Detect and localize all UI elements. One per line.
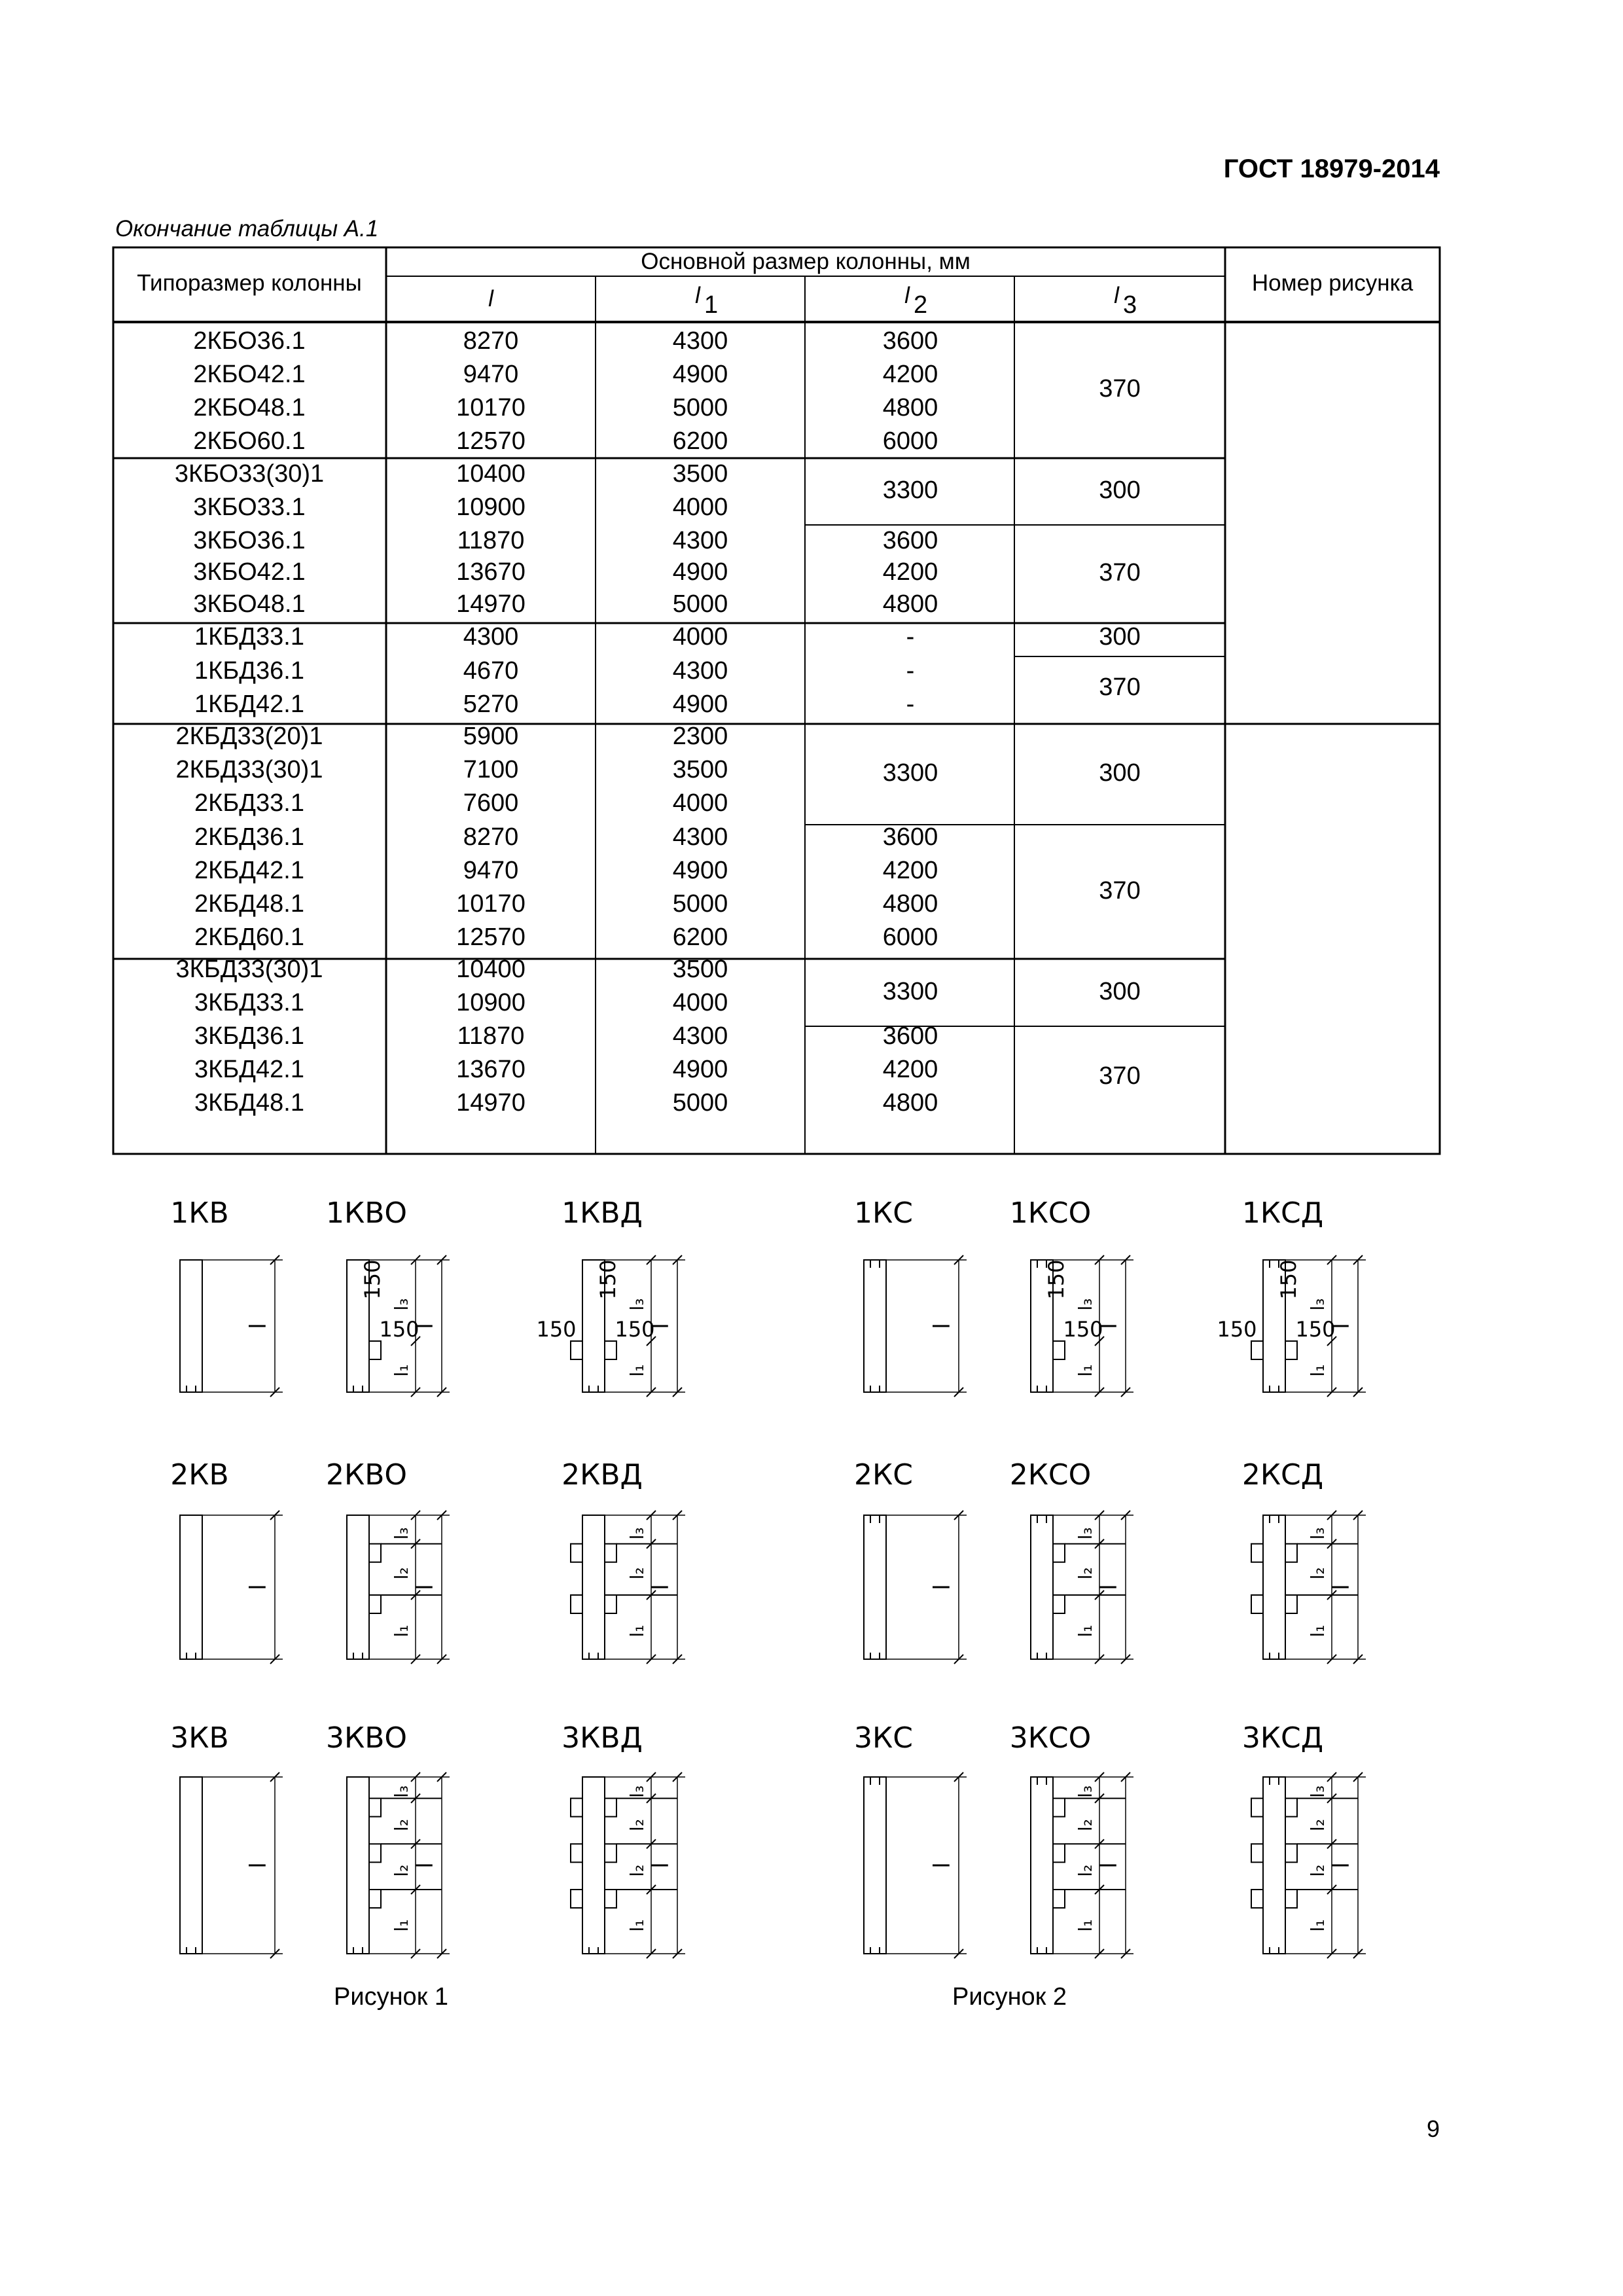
dim-label: l₂ — [626, 1567, 648, 1580]
page-number: 9 — [1426, 2115, 1440, 2142]
figure-label: 2КВ — [170, 1458, 229, 1492]
cell-value: 4200 — [882, 857, 938, 884]
dim-label: l₃ — [1075, 1785, 1096, 1798]
figure-label: 3КСО — [1009, 1721, 1092, 1755]
cell-value: 4900 — [672, 361, 728, 388]
dim-label: l — [1096, 1323, 1122, 1329]
dim-label: l₃ — [626, 1527, 648, 1540]
standard-number: ГОСТ 18979-2014 — [1223, 154, 1440, 183]
dim-label: l₂ — [1075, 1567, 1096, 1580]
cell-value: 3600 — [882, 1022, 938, 1050]
figure-label: 1КСО — [1009, 1196, 1092, 1230]
dim-label: l₁ — [1075, 1919, 1096, 1932]
dim-150: 150 — [1276, 1259, 1301, 1300]
merged-cell: 370 — [1099, 673, 1141, 701]
dim-label: l₁ — [626, 1624, 648, 1638]
dim-label: l₃ — [626, 1298, 648, 1311]
merged-cell: 370 — [1099, 559, 1141, 586]
cell-type: 2КБД36.1 — [194, 823, 304, 851]
cell-value: - — [906, 623, 915, 651]
merged-cell: 300 — [1099, 623, 1141, 651]
cell-value: 4200 — [882, 361, 938, 388]
cell-value: 6000 — [882, 427, 938, 455]
cell-value: 4300 — [672, 1022, 728, 1050]
dim-150: 150 — [1063, 1317, 1103, 1342]
cell-value: 13670 — [456, 1056, 526, 1083]
figure-label: 1КВО — [325, 1196, 408, 1230]
dim-label: l — [245, 1862, 272, 1869]
cell-type: 2КБО36.1 — [193, 327, 306, 355]
cell-value: 4000 — [672, 989, 728, 1016]
dim-150: 150 — [1295, 1317, 1336, 1342]
cell-value: 14970 — [456, 1089, 526, 1117]
cell-value: 13670 — [456, 558, 526, 586]
cell-type: 3КБД42.1 — [194, 1056, 304, 1083]
cell-value: 10400 — [456, 956, 526, 983]
cell-value: 10400 — [456, 460, 526, 488]
cell-value: 4200 — [882, 1056, 938, 1083]
cell-type: 1КБД36.1 — [194, 657, 304, 685]
dim-label: l — [412, 1584, 438, 1590]
figure-label: 2КСО — [1009, 1458, 1092, 1492]
cell-value: 4000 — [672, 623, 728, 651]
figure-label: 2КС — [854, 1458, 913, 1492]
table-caption: Окончание таблицы А.1 — [115, 216, 379, 242]
cell-value: 4300 — [463, 623, 519, 651]
dim-label: l — [1329, 1584, 1355, 1590]
cell-value: 5000 — [672, 394, 728, 422]
dim-label: l₃ — [391, 1785, 412, 1798]
cell-type: 3КБО42.1 — [193, 558, 306, 586]
cell-value: 9470 — [463, 857, 519, 884]
cell-type: 2КБД42.1 — [194, 857, 304, 884]
cell-type: 2КБО42.1 — [193, 361, 306, 388]
cell-value: 6200 — [672, 427, 728, 455]
cell-type: 3КБД33(30)1 — [175, 956, 323, 983]
dim-150: 150 — [596, 1259, 620, 1300]
figure-label: 3КСД — [1241, 1721, 1324, 1755]
cell-type: 2КБО60.1 — [193, 427, 306, 455]
dim-label: l₃ — [1307, 1298, 1329, 1311]
cell-value: 4000 — [672, 493, 728, 521]
cell-value: 4300 — [672, 657, 728, 685]
figure-label: 3КВД — [562, 1721, 643, 1755]
cell-value: 8270 — [463, 327, 519, 355]
cell-value: 4900 — [672, 558, 728, 586]
dim-150: 150 — [379, 1317, 419, 1342]
cell-value: 12570 — [456, 924, 526, 951]
dim-label: l₁ — [1075, 1624, 1096, 1638]
cell-value: - — [906, 657, 915, 685]
cell-value: 3600 — [882, 327, 938, 355]
dim-label: l — [1096, 1862, 1122, 1869]
figure-label: 1КС — [854, 1196, 913, 1230]
cell-value: 11870 — [457, 1022, 525, 1050]
cell-type: 3КБД36.1 — [194, 1022, 304, 1050]
dim-label: l₁ — [1307, 1624, 1329, 1638]
cell-value: 4300 — [672, 823, 728, 851]
svg-text:1: 1 — [704, 291, 719, 319]
dim-label: l₂ — [1307, 1864, 1329, 1877]
cell-value: 4900 — [672, 1056, 728, 1083]
header-figure: Номер рисунка — [1251, 270, 1414, 296]
dim-label: l₃ — [1307, 1527, 1329, 1540]
cell-value: 4800 — [882, 890, 938, 918]
cell-value: 14970 — [456, 590, 526, 618]
dim-label: l — [648, 1862, 674, 1869]
dim-label: l — [245, 1584, 272, 1590]
dim-label: l₃ — [1075, 1298, 1096, 1311]
cell-value: 3500 — [672, 956, 728, 983]
cell-type: 3КБО48.1 — [193, 590, 306, 618]
cell-value: 5000 — [672, 890, 728, 918]
dim-label: l₁ — [391, 1624, 412, 1638]
dim-label: l — [1096, 1584, 1122, 1590]
cell-type: 3КБД48.1 — [194, 1089, 304, 1117]
dim-label: l₃ — [1075, 1527, 1096, 1540]
dim-label: l₃ — [391, 1298, 412, 1311]
cell-type: 2КБД33(30)1 — [175, 756, 323, 783]
cell-value: 4000 — [672, 789, 728, 817]
cell-value: 11870 — [457, 527, 525, 554]
figure-label: 1КВ — [170, 1196, 229, 1230]
dim-label: l₂ — [626, 1818, 648, 1831]
svg-text:l: l — [695, 283, 700, 308]
merged-cell: 300 — [1099, 978, 1141, 1005]
cell-value: 3600 — [882, 527, 938, 554]
svg-text:l: l — [1114, 283, 1119, 308]
cell-value: 4800 — [882, 394, 938, 422]
cell-type: 3КБД33.1 — [194, 989, 304, 1016]
dim-label: l₂ — [1075, 1864, 1096, 1877]
cell-value: 10170 — [456, 890, 526, 918]
dim-label: l₁ — [1307, 1919, 1329, 1932]
svg-text:3: 3 — [1123, 291, 1137, 319]
merged-cell: 370 — [1099, 877, 1141, 905]
cell-value: 2300 — [672, 723, 728, 750]
cell-value: 9470 — [463, 361, 519, 388]
cell-value: - — [906, 691, 915, 718]
figure-1-caption: Рисунок 1 — [334, 1983, 449, 2011]
dim-label: l₂ — [391, 1818, 412, 1831]
dim-label: l — [412, 1862, 438, 1869]
figure-2-caption: Рисунок 2 — [952, 1983, 1067, 2011]
dim-label: l₃ — [1307, 1785, 1329, 1798]
figure-label: 3КС — [854, 1721, 913, 1755]
dim-label: l — [929, 1862, 955, 1869]
dim-label: l — [1329, 1323, 1355, 1329]
cell-type: 3КБО33.1 — [193, 493, 306, 521]
merged-cell: 300 — [1099, 759, 1141, 787]
dim-label: l₂ — [391, 1864, 412, 1877]
dim-label: l — [648, 1584, 674, 1590]
cell-value: 10900 — [456, 989, 526, 1016]
figure-label: 2КСД — [1241, 1458, 1324, 1492]
dim-label: l₁ — [391, 1919, 412, 1932]
cell-value: 4800 — [882, 1089, 938, 1117]
cell-type: 2КБД60.1 — [194, 924, 304, 951]
svg-text:2: 2 — [914, 291, 928, 319]
dim-label: l₁ — [1307, 1364, 1329, 1377]
svg-text:l: l — [488, 286, 493, 312]
merged-cell: 370 — [1099, 1062, 1141, 1090]
cell-value: 3600 — [882, 823, 938, 851]
cell-value: 3500 — [672, 460, 728, 488]
dim-label: l₁ — [626, 1364, 648, 1377]
dim-label: l₂ — [391, 1567, 412, 1580]
dim-150: 150 — [1217, 1317, 1257, 1342]
header-type: Типоразмер колонны — [137, 270, 362, 296]
dim-label: l₂ — [626, 1864, 648, 1877]
dim-label: l₂ — [1075, 1818, 1096, 1831]
cell-value: 8270 — [463, 823, 519, 851]
merged-cell: 3300 — [882, 978, 938, 1005]
dim-label: l — [245, 1323, 272, 1329]
dim-150: 150 — [360, 1259, 385, 1300]
cell-type: 2КБД48.1 — [194, 890, 304, 918]
header-main-size: Основной размер колонны, мм — [641, 249, 971, 274]
dim-label: l₁ — [391, 1364, 412, 1377]
dim-label: l₁ — [626, 1919, 648, 1932]
cell-value: 10900 — [456, 493, 526, 521]
figure-label: 1КВД — [562, 1196, 643, 1230]
figure-label: 3КВ — [170, 1721, 229, 1755]
cell-value: 6000 — [882, 924, 938, 951]
cell-type: 2КБД33.1 — [194, 789, 304, 817]
cell-value: 5270 — [463, 691, 519, 718]
cell-value: 4900 — [672, 857, 728, 884]
dim-label: l — [929, 1584, 955, 1590]
cell-type: 1КБД33.1 — [194, 623, 304, 651]
merged-cell: 370 — [1099, 375, 1141, 403]
dim-label: l₂ — [1307, 1818, 1329, 1831]
cell-value: 4670 — [463, 657, 519, 685]
figure-label: 2КВД — [562, 1458, 643, 1492]
cell-type: 3КБО36.1 — [193, 527, 306, 554]
dim-150: 150 — [615, 1317, 655, 1342]
cell-value: 3500 — [672, 756, 728, 783]
figure-label: 3КВО — [325, 1721, 408, 1755]
dim-150: 150 — [536, 1317, 577, 1342]
figure-label: 1КСД — [1241, 1196, 1324, 1230]
cell-value: 4300 — [672, 327, 728, 355]
dim-label: l — [1329, 1862, 1355, 1869]
cell-value: 4300 — [672, 527, 728, 554]
cell-value: 12570 — [456, 427, 526, 455]
cell-value: 5900 — [463, 723, 519, 750]
cell-type: 1КБД42.1 — [194, 691, 304, 718]
dim-label: l — [929, 1323, 955, 1329]
dim-150: 150 — [1044, 1259, 1069, 1300]
cell-type: 3КБО33(30)1 — [174, 460, 325, 488]
figure-label: 2КВО — [325, 1458, 408, 1492]
cell-value: 7600 — [463, 789, 519, 817]
cell-value: 10170 — [456, 394, 526, 422]
cell-value: 4900 — [672, 691, 728, 718]
merged-cell: 300 — [1099, 476, 1141, 504]
dim-label: l₃ — [626, 1785, 648, 1798]
cell-type: 2КБД33(20)1 — [175, 723, 323, 750]
cell-value: 5000 — [672, 1089, 728, 1117]
dim-label: l₁ — [1075, 1364, 1096, 1377]
cell-value: 7100 — [463, 756, 519, 783]
dim-label: l — [648, 1323, 674, 1329]
cell-value: 6200 — [672, 924, 728, 951]
cell-type: 2КБО48.1 — [193, 394, 306, 422]
dim-label: l — [412, 1323, 438, 1329]
cell-value: 4200 — [882, 558, 938, 586]
cell-value: 5000 — [672, 590, 728, 618]
dim-label: l₃ — [391, 1527, 412, 1540]
dim-label: l₂ — [1307, 1567, 1329, 1580]
merged-cell: 3300 — [882, 476, 938, 504]
svg-text:l: l — [904, 283, 910, 308]
merged-cell: 3300 — [882, 759, 938, 787]
cell-value: 4800 — [882, 590, 938, 618]
